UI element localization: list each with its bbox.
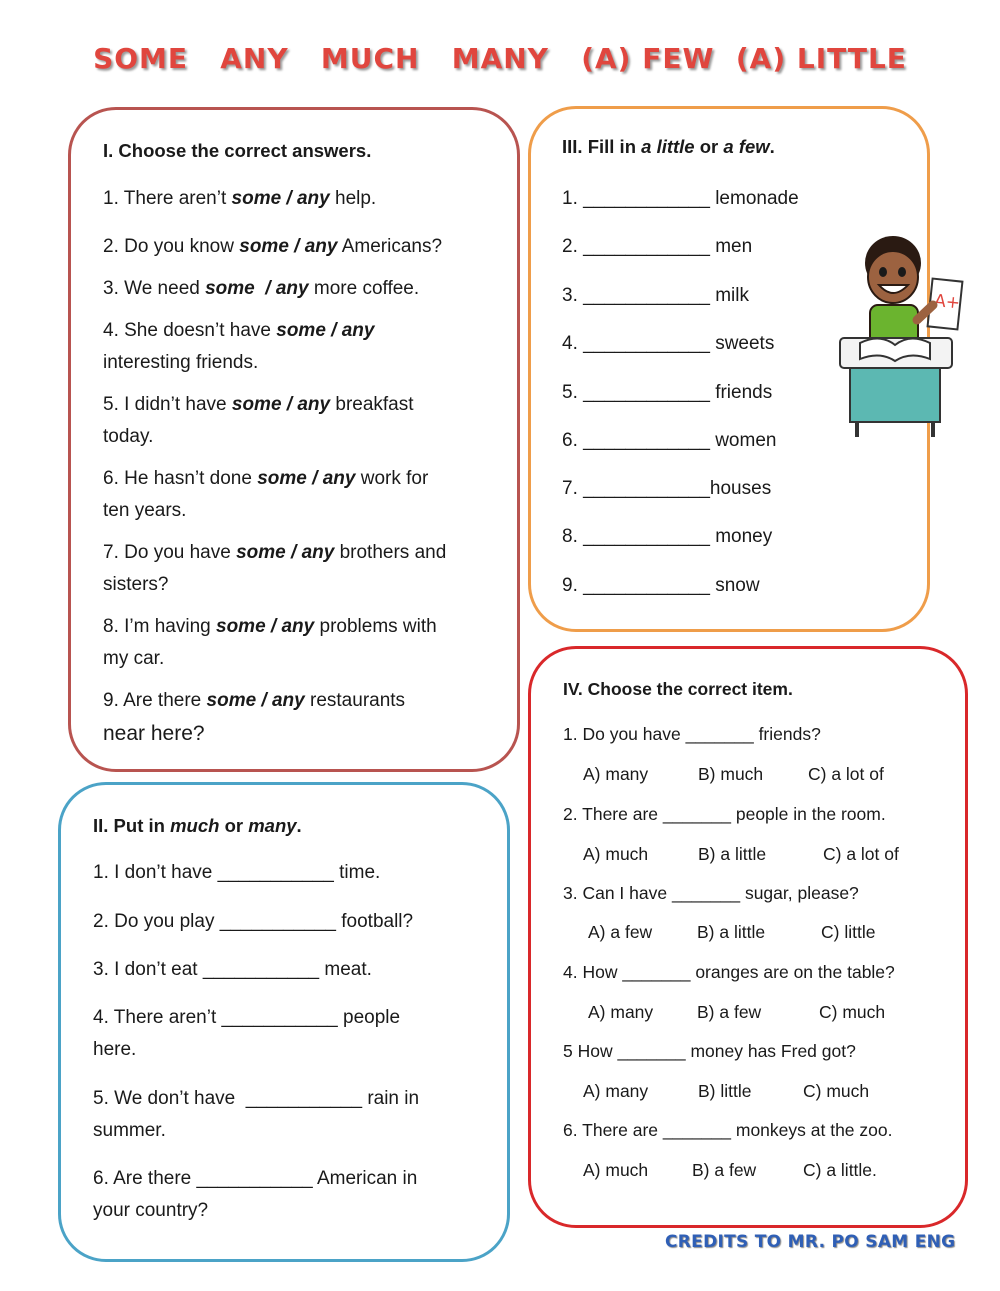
s4-q2-option-c: C) a lot of	[823, 844, 899, 864]
student-illustration	[835, 225, 970, 445]
s1-question-4: 4. She doesn’t have some / any	[103, 320, 375, 341]
s1-question-9-cont: near here?	[103, 722, 205, 745]
s2-question-4: 4. There aren’t ___________ people	[93, 1007, 401, 1028]
s1-question-7: 7. Do you have some / any brothers and	[103, 542, 447, 563]
s3-item-2: 2. ____________ men	[562, 236, 753, 257]
s1-question-6-cont: ten years.	[103, 500, 187, 521]
s1-question-7-cont: sisters?	[103, 574, 169, 595]
section-1-heading: I. Choose the correct answers.	[103, 140, 372, 161]
s4-q4-option-c: C) much	[819, 1002, 886, 1022]
s2-question-6-cont: your country?	[93, 1200, 209, 1221]
section-3-heading: III. Fill in a little or a few.	[562, 136, 775, 157]
s4-q5-option-a: A) many	[583, 1081, 649, 1101]
s4-q6-option-a: A) much	[583, 1160, 649, 1180]
s4-question-5: 5 How _______ money has Fred got?	[563, 1041, 856, 1061]
s4-q6-option-b: B) a few	[692, 1160, 757, 1180]
s4-q3-option-a: A) a few	[588, 922, 653, 942]
s1-question-1: 1. There aren’t some / any help.	[103, 188, 377, 209]
s3-item-3: 3. ____________ milk	[562, 285, 749, 306]
s3-item-4: 4. ____________ sweets	[562, 333, 775, 354]
s3-item-9: 9. ____________ snow	[562, 575, 760, 596]
s2-question-3: 3. I don’t eat ___________ meat.	[93, 959, 372, 980]
s4-q4-option-a: A) many	[588, 1002, 654, 1022]
s2-question-6: 6. Are there ___________ American in	[93, 1168, 418, 1189]
s3-item-8: 8. ____________ money	[562, 526, 773, 547]
s1-question-6: 6. He hasn’t done some / any work for	[103, 468, 429, 489]
s4-question-3: 3. Can I have _______ sugar, please?	[563, 883, 859, 903]
credits-line: CREDITS TO MR. PO SAM ENG	[665, 1232, 956, 1252]
s1-question-5: 5. I didn’t have some / any breakfast	[103, 394, 414, 415]
section-2-heading: II. Put in much or many.	[93, 815, 302, 836]
s4-q2-option-b: B) a little	[698, 844, 767, 864]
s4-question-6: 6. There are _______ monkeys at the zoo.	[563, 1120, 893, 1140]
s4-q1-option-b: B) much	[698, 764, 764, 784]
s2-question-5: 5. We don’t have ___________ rain in	[93, 1088, 420, 1109]
s2-question-2: 2. Do you play ___________ football?	[93, 911, 414, 932]
s3-item-7: 7. ____________houses	[562, 478, 772, 499]
s1-question-3: 3. We need some / any more coffee.	[103, 278, 420, 299]
s4-q5-option-c: C) much	[803, 1081, 870, 1101]
s4-q1-option-c: C) a lot of	[808, 764, 884, 784]
s1-question-8: 8. I’m having some / any problems with	[103, 616, 437, 637]
s4-q3-option-b: B) a little	[697, 922, 766, 942]
s1-question-8-cont: my car.	[103, 648, 165, 669]
s4-q2-option-a: A) much	[583, 844, 649, 864]
worksheet-title: SOME ANY MUCH MANY (A) FEW (A) LITTLE	[93, 42, 907, 75]
s4-question-1: 1. Do you have _______ friends?	[563, 724, 821, 744]
s1-question-4-cont: interesting friends.	[103, 352, 259, 373]
s2-question-1: 1. I don’t have ___________ time.	[93, 862, 381, 883]
s4-q3-option-c: C) little	[821, 922, 876, 942]
s4-q4-option-b: B) a few	[697, 1002, 762, 1022]
s3-item-6: 6. ____________ women	[562, 430, 777, 451]
s4-question-2: 2. There are _______ people in the room.	[563, 804, 886, 824]
s2-question-5-cont: summer.	[93, 1120, 166, 1141]
grade-label: A+	[933, 290, 962, 314]
s4-q6-option-c: C) a little.	[803, 1160, 877, 1180]
s1-question-2: 2. Do you know some / any Americans?	[103, 236, 443, 257]
s4-q1-option-a: A) many	[583, 764, 649, 784]
s1-question-5-cont: today.	[103, 426, 154, 447]
s3-item-1: 1. ____________ lemonade	[562, 188, 799, 209]
s4-q5-option-b: B) little	[698, 1081, 752, 1101]
s1-question-9: 9. Are there some / any restaurants	[103, 690, 406, 711]
s4-question-4: 4. How _______ oranges are on the table?	[563, 962, 895, 982]
s3-item-5: 5. ____________ friends	[562, 382, 773, 403]
s2-question-4-cont: here.	[93, 1039, 137, 1060]
section-4-heading: IV. Choose the correct item.	[563, 679, 793, 699]
